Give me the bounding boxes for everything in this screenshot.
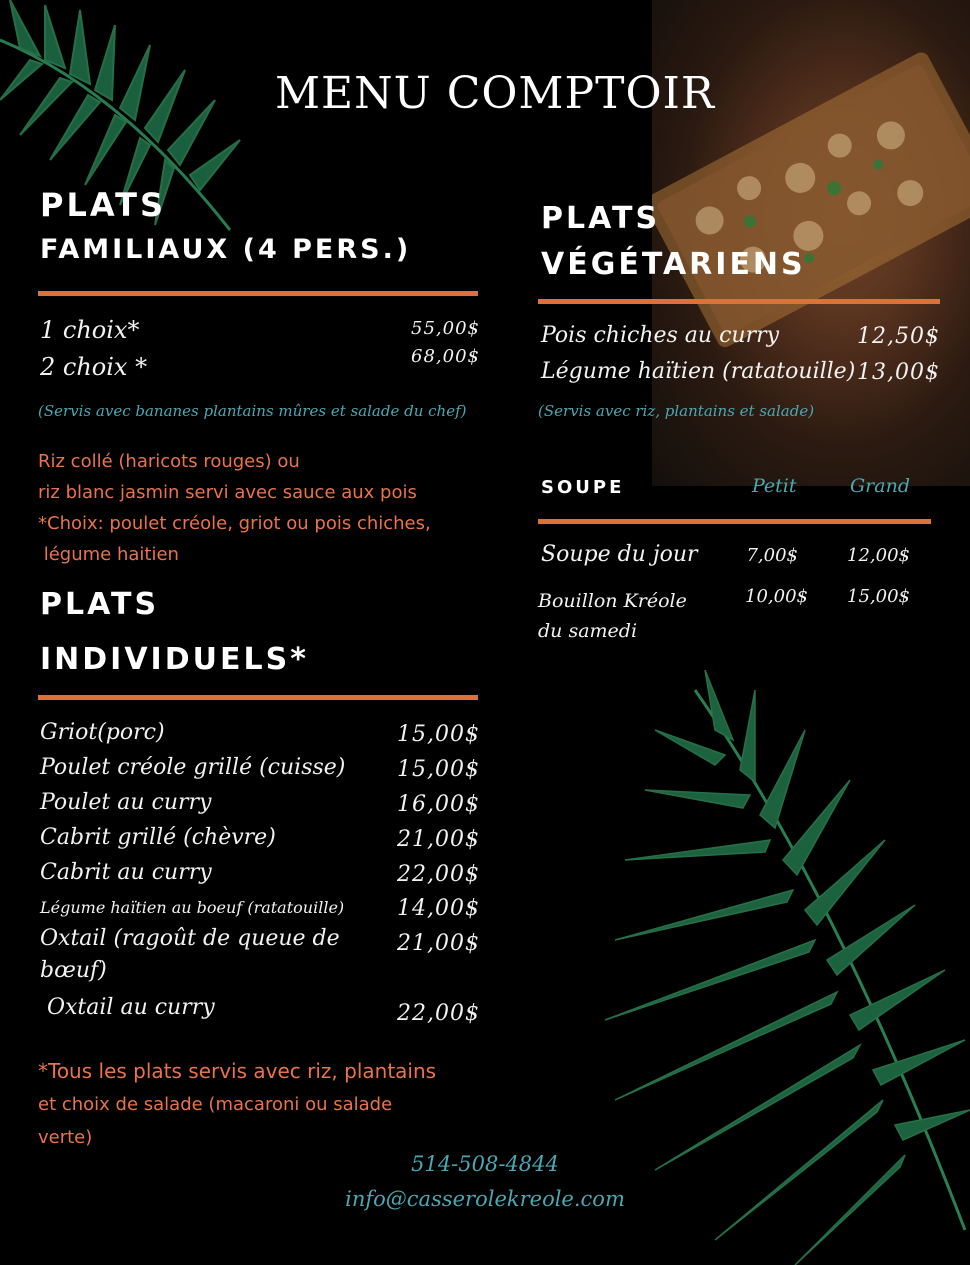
menu-item-price: 15,00$ [397, 722, 480, 747]
menu-item-price: 14,00$ [397, 896, 480, 921]
contact-email[interactable]: info@casserolekreole.com [345, 1187, 625, 1211]
note-line: et choix de salade (macaroni ou salade [38, 1094, 393, 1115]
menu-item-name-cont: bœuf) [40, 958, 107, 983]
menu-item-price-large: 15,00$ [847, 586, 910, 607]
menu-item-name-cont: du samedi [538, 620, 638, 642]
rice-note [38, 446, 431, 570]
menu-item-name: 1 choix* [40, 316, 140, 344]
contact-phone[interactable]: 514-508-4844 [411, 1152, 559, 1176]
section-heading-familiaux-sub [40, 232, 411, 268]
menu-item-name: Poulet au curry [40, 790, 212, 815]
menu-item-price-small: 10,00$ [745, 586, 808, 607]
menu-item-name: Bouillon Kréole [538, 590, 687, 612]
menu-item-price-small: 7,00$ [746, 545, 798, 566]
menu-item-name: Oxtail au curry [40, 995, 215, 1020]
heading-line: PLATS [40, 186, 166, 224]
section-heading-vegetariens [541, 196, 806, 288]
menu-item-name: Soupe du jour [541, 542, 698, 567]
divider [38, 291, 478, 296]
note-line: *Tous les plats servis avec riz, plantains [38, 1059, 437, 1083]
menu-item-name: Cabrit au curry [40, 860, 212, 885]
menu-item-price: 22,00$ [397, 1001, 480, 1026]
menu-item-price: 21,00$ [397, 931, 480, 956]
menu-item-price: 16,00$ [397, 792, 480, 817]
menu-item-price: 12,50$ [857, 324, 940, 349]
divider [538, 299, 940, 304]
menu-item-price: 13,00$ [857, 360, 940, 385]
menu-item-name: 2 choix * [40, 353, 148, 381]
heading-line: VÉGÉTARIENS [541, 247, 806, 282]
heading-line: PLATS [40, 587, 160, 622]
menu-item-price: 21,00$ [397, 827, 480, 852]
heading-line: INDIVIDUELS* [40, 642, 309, 677]
note-line: verte) [38, 1127, 93, 1148]
individuels-note [38, 1055, 436, 1154]
divider [538, 519, 931, 524]
menu-item-name: Légume haïtien au boeuf (ratatouille) [40, 898, 345, 917]
menu-item-name: Oxtail (ragoût de queue de [40, 926, 340, 951]
menu-item-name: Poulet créole grillé (cuisse) [40, 755, 346, 780]
note-line: légume haitien [38, 544, 179, 565]
menu-item-price: 68,00$ [411, 346, 480, 367]
section-heading-familiaux [40, 186, 166, 224]
menu-item-price-large: 12,00$ [847, 545, 910, 566]
section-heading-individuels [40, 585, 309, 685]
note-line: riz blanc jasmin servi avec sauce aux pois [38, 482, 417, 503]
divider [38, 695, 478, 700]
menu-item-price: 55,00$ [411, 318, 480, 339]
menu-item-name: Pois chiches au curry [541, 323, 780, 348]
column-header-small: Petit [752, 475, 797, 497]
page-title: MENU COMPTOIR [274, 68, 716, 119]
heading-line: FAMILIAUX (4 PERS.) [40, 234, 412, 265]
heading-line: PLATS [541, 201, 661, 236]
menu-item-name: Griot(porc) [40, 720, 165, 745]
served-note: (Servis avec bananes plantains mûres et salade du chef) [38, 402, 467, 420]
column-header-large: Grand [850, 475, 910, 497]
section-heading-soupe: SOUPE [541, 477, 625, 498]
note-line: Riz collé (haricots rouges) ou [38, 451, 300, 472]
served-note: (Servis avec riz, plantains et salade) [538, 402, 815, 420]
note-line: *Choix: poulet créole, griot ou pois chiches, [38, 513, 431, 534]
menu-item-price: 22,00$ [397, 862, 480, 887]
menu-item-name: Cabrit grillé (chèvre) [40, 825, 276, 850]
menu-item-price: 15,00$ [397, 757, 480, 782]
menu-item-name: Légume haïtien (ratatouille) [541, 359, 856, 384]
